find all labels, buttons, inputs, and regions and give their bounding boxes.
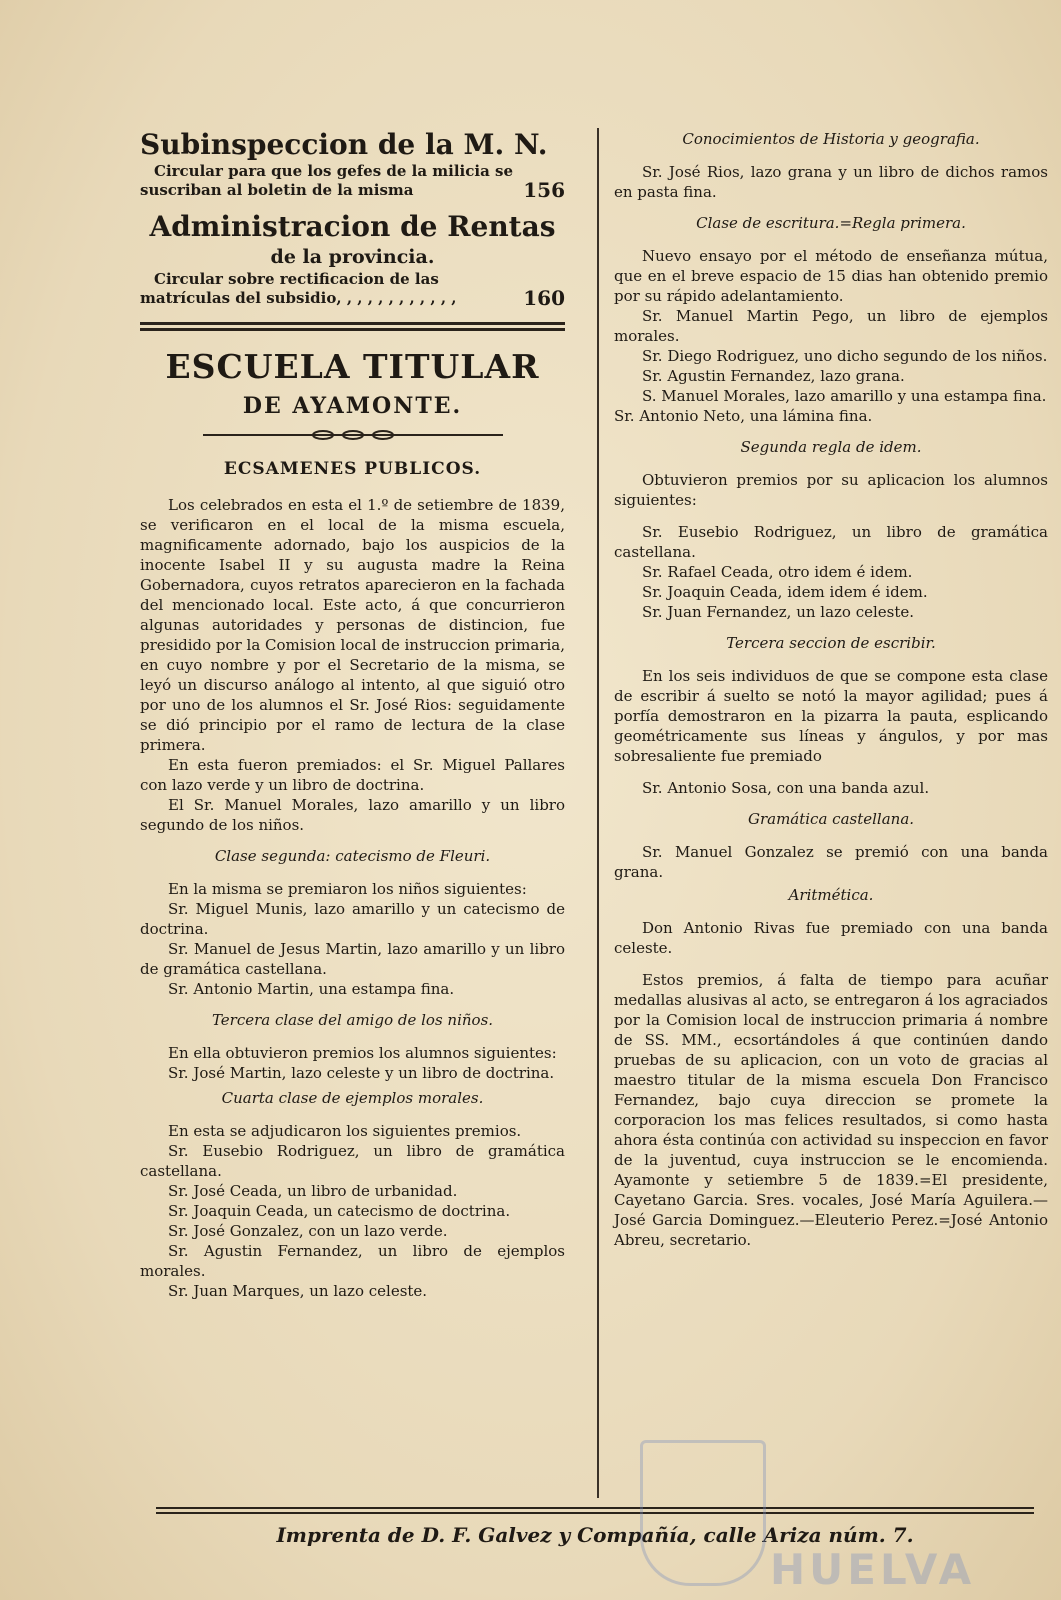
award-item: Sr. José Gonzalez, con un lazo verde. [168,1222,448,1240]
award-item: Sr. José Ceada, un libro de urbanidad. [168,1182,458,1200]
index-entry-circular-milicia [140,162,565,200]
watermark: HUELVA [770,1545,976,1594]
ornament-divider [203,429,503,441]
index-entry-text: Circular para que los gefes de la milicia se suscriban al boletin de la misma [140,162,514,199]
index-subheading-provincia: de la provincia. [270,246,435,268]
award-item: Sr. Manuel de Jesus Martin, lazo amarillo y un libro de gramática castellana. [140,940,565,978]
award-item: Sr. Eusebio Rodriguez, un libro de gramática castellana. [140,1142,565,1180]
award-item: Sr. Antonio Neto, una lámina fina. [614,407,873,425]
award-item: Sr. Rafael Ceada, otro idem é idem. [642,563,913,581]
award-item: Sr. Antonio Sosa, con una banda azul. [642,779,930,797]
paragraph: Obtuvieron premios por su aplicacion los alumnos siguientes: [614,471,1048,509]
section-title: ECSAMENES PUBLICOS. [223,459,482,479]
award-item: Sr. Diego Rodriguez, uno dicho segundo de los niños. [642,347,1048,365]
left-column [140,128,565,1301]
award-item: Sr. Joaquin Ceada, un catecismo de doctrina. [168,1202,511,1220]
printer-imprint: Imprenta de D. F. Galvez y Compañía, calle Ariza núm. 7. [276,1523,914,1547]
paragraph: Nuevo ensayo por el método de enseñanza mútua, que en el breve espacio de 15 dias han obtenido premio por su rápido adelantamiento. [614,247,1048,305]
subsection-heading: Segunda regla de idem. [740,438,922,456]
library-stamp [640,1440,766,1586]
index-page-number: 156 [523,178,565,202]
subsection-heading: Conocimientos de Historia y geografia. [682,130,980,148]
award-item: Sr. Agustin Fernandez, lazo grana. [642,367,905,385]
award-item: Sr. Agustin Fernandez, un libro de ejemplos morales. [140,1242,565,1280]
paragraph: En esta se adjudicaron los siguientes premios. [168,1122,522,1140]
paragraph: En la misma se premiaron los niños siguientes: [168,880,527,898]
award-item: S. Manuel Morales, lazo amarillo y una estampa fina. [642,387,1047,405]
award-item: Sr. Juan Fernandez, un lazo celeste. [642,603,915,621]
award-item: Sr. José Martin, lazo celeste y un libro de doctrina. [168,1064,555,1082]
award-item: Sr. Manuel Gonzalez se premió con una banda grana. [614,843,1048,881]
article-title: ESCUELA TITULAR [165,347,540,386]
paragraph: El Sr. Manuel Morales, lazo amarillo y un libro segundo de los niños. [140,796,565,834]
award-item: Sr. Miguel Munis, lazo amarillo y un catecismo de doctrina. [140,900,565,938]
paragraph: En los seis individuos de que se compone esta clase de escribir á suelto se notó la mayor agilidad; pues á porfía demostraron en la pizarra la pauta, esplicando geométricamente sus líneas y ángulos, y por mas sobresaliente fue premiado [614,667,1048,765]
closing-paragraph: Estos premios, á falta de tiempo para acuñar medallas alusivas al acto, se entregaron á los agraciados por la Comision local de instruccion primaria á nombre de SS. MM., ecsortándoles á que continúen dando pruebas de su aplicacion, con un voto de gracias al maestro titular de la misma escuela Don Francisco Fernandez, bajo cuya direccion se promete la corporacion los mas felices resultados, si como hasta ahora ésta continúa con actividad su inspeccion en favor de la juventud, cuya instruccion se le encomienda. Ayamonte y setiembre 5 de 1839.=El presidente, Cayetano Garcia. Sres. vocales, José María Aguilera.—José Garcia Dominguez.—Eleuterio Perez.=José Antonio Abreu, secretario. [614,971,1048,1249]
subsection-heading: Tercera clase del amigo de los niños. [211,1011,494,1029]
index-heading-administracion: Administracion de Rentas [149,210,556,243]
column-divider [597,128,599,1498]
footer-rule [156,1507,1034,1517]
paragraph: En ella obtuvieron premios los alumnos siguientes: [168,1044,557,1062]
award-item: Sr. Juan Marques, un lazo celeste. [168,1282,428,1300]
article-subtitle: DE AYAMONTE. [242,393,463,419]
subsection-heading: Gramática castellana. [747,810,915,828]
index-heading-subinspeccion: Subinspeccion de la M. N. [140,128,548,161]
index-page-number: 160 [523,286,565,310]
subsection-heading: Clase segunda: catecismo de Fleuri. [214,847,491,865]
index-entry-text: Circular sobre rectificacion de las matrículas del subsidio, , , , , , , , , , , , [140,270,457,307]
award-item: Don Antonio Rivas fue premiado con una banda celeste. [614,919,1048,957]
award-item: Sr. José Rios, lazo grana y un libro de dichos ramos en pasta fina. [614,163,1048,201]
award-item: Sr. Antonio Martin, una estampa fina. [168,980,455,998]
index-entry-circular-subsidio [140,270,565,308]
paragraph: En esta fueron premiados: el Sr. Miguel Pallares con lazo verde y un libro de doctrina. [140,756,565,794]
award-item: Sr. Joaquin Ceada, idem idem é idem. [642,583,928,601]
subsection-heading: Clase de escritura.=Regla primera. [696,214,966,232]
award-item: Sr. Manuel Martin Pego, un libro de ejemplos morales. [614,307,1048,345]
right-column [614,128,1048,1250]
double-rule-divider [140,322,565,331]
subsection-heading: Cuarta clase de ejemplos morales. [221,1089,484,1107]
subsection-heading: Aritmética. [788,886,874,904]
award-item: Sr. Eusebio Rodriguez, un libro de gramática castellana. [614,523,1048,561]
subsection-heading: Tercera seccion de escribir. [726,634,936,652]
intro-paragraph: Los celebrados en esta el 1.º de setiembre de 1839, se verificaron en el local de la misma escuela, magnificamente adornado, bajo los auspicios de la inocente Isabel II y su augusta madre la Reina Gobernadora, cuyos retratos aparecieron en la fachada del mencionado local. Este acto, á que concurrieron algunas autoridades y personas de distincion, fue presidido por la Comision local de instruccion primaria, en cuyo nombre y por el Secretario de la misma, se leyó un discurso análogo al intento, al que siguió otro por uno de los alumnos el Sr. José Rios: seguidamente se dió principio por el ramo de lectura de la clase primera. [140,496,565,754]
